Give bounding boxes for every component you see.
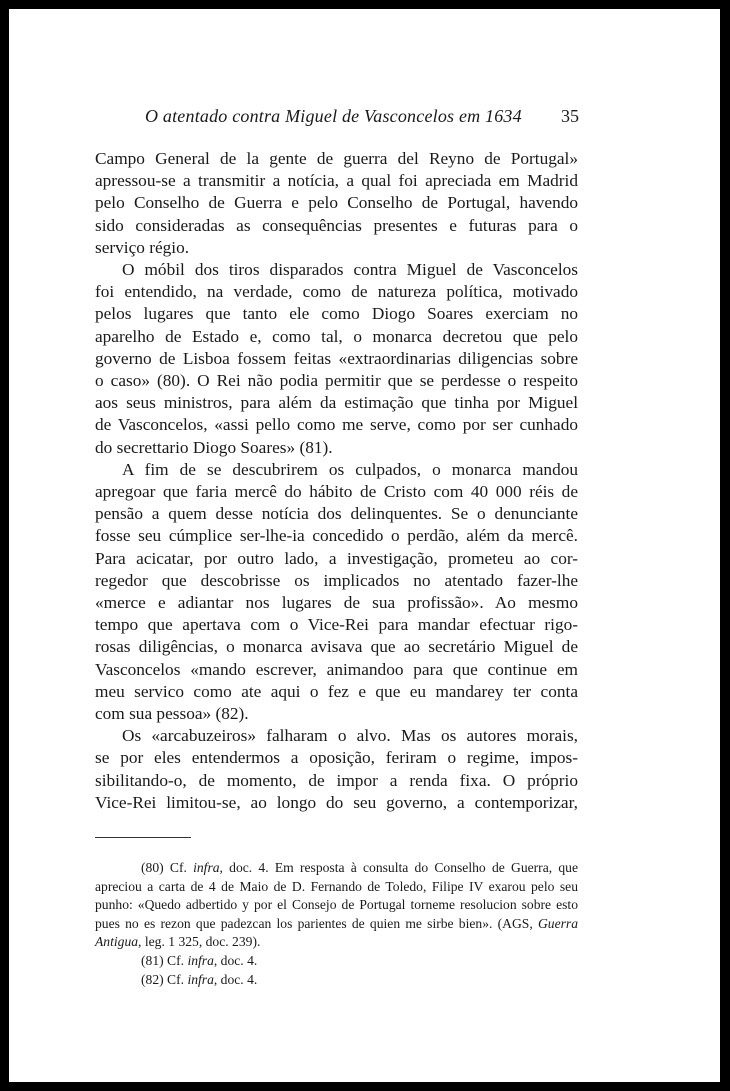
text-line: O móbil dos tiros disparados contra Miguel de Vasconcelos <box>122 260 578 280</box>
text-line: tempo que apertava com o Vice-Rei para mandar efectuar rigo- <box>95 615 578 635</box>
text-line: serviço régio. <box>95 237 190 257</box>
text-line: apressou-se a transmitir a notícia, a qual foi apreciada em Madrid <box>95 171 578 191</box>
text-line: aparelho de Estado e, como tal, o monarca decretou que pelo <box>95 326 578 346</box>
text-line: pelos lugares que tanto ele como Diogo Soares exerciam no <box>95 304 578 324</box>
text-line: foi entendido, na verdade, como de natureza política, motivado <box>95 282 578 302</box>
text-line: Para acicatar, por outro lado, a investigação, prometeu ao cor- <box>95 548 578 568</box>
text-line: se por eles entendermos a oposição, feriram o regime, impos- <box>95 748 578 768</box>
text-line: Os «arcabuzeiros» falharam o alvo. Mas os autores morais, <box>122 726 578 746</box>
text-line: rosas diligências, o monarca avisava que ao secretário Miguel de <box>95 637 578 657</box>
text-line: do secrettario Diogo Soares» (81). <box>95 437 333 457</box>
text-line: A fim de se descubrirem os culpados, o monarca mandou <box>122 459 578 479</box>
text-line: de Vasconcelos, «assi pello como me serve, como por ser cunhado <box>95 415 578 435</box>
footnotes <box>95 859 578 989</box>
body-text <box>95 148 578 814</box>
footnote-divider <box>95 837 191 838</box>
text-line: «merce e adiantar nos lugares de sua profissão». Ao mesmo <box>95 593 578 613</box>
text-line: aos seus ministros, para além da estimação que tinha por Miguel <box>95 393 578 413</box>
text-line: governo de Lisboa fossem feitas «extraordinarias diligencias sobre <box>95 348 578 368</box>
text-line: fosse seu cúmplice ser-lhe-ia concedido o perdão, além da mercê. <box>95 526 578 546</box>
text-line: meu servico como ate aqui o fez e que eu mandarey ter conta <box>95 681 578 701</box>
text-line: regedor que descobrisse os implicados no atentado fazer-lhe <box>95 570 578 590</box>
footnote-81: (81) Cf. infra, doc. 4. <box>141 952 258 968</box>
text-line: pensão a quem desse notícia dos delinquentes. Se o denunciante <box>95 504 578 524</box>
text-line: pelo Conselho de Guerra e pelo Conselho de Portugal, havendo <box>95 193 578 213</box>
text-line: Vasconcelos «mando escrever, animandoo para que continue em <box>95 659 578 679</box>
text-line: o caso» (80). O Rei não podia permitir que se perdesse o respeito <box>95 371 578 391</box>
page-number: 35 <box>561 106 579 126</box>
footnote-80: (80) Cf. infra, doc. 4. Em resposta à consulta do Conselho de Guerra, que apreciou a carta de 4 de Maio de D. Fernando de Toledo, Filipe IV exarou pelo seu punho: «Quedo adbertido y por el Consejo de Portugal torneme resolucion sobre esto pues no es rezon que padezcan los parientes de quien me sirbe bien». (AGS, Guerra Antigua, leg. 1 325, doc. 239). <box>95 860 578 950</box>
running-title: O atentado contra Miguel de Vasconcelos em 1634 <box>145 106 522 126</box>
page-header <box>145 106 579 130</box>
text-line: com sua pessoa» (82). <box>95 704 249 724</box>
text-line: sido consideradas as consequências presentes e futuras para o <box>95 215 578 235</box>
text-line: Vice-Rei limitou-se, ao longo do seu governo, a contemporizar, <box>95 792 578 812</box>
text-line: sibilitando-o, de momento, de impor a renda fixa. O próprio <box>95 770 578 790</box>
footnote-82: (82) Cf. infra, doc. 4. <box>141 971 258 987</box>
document-page <box>9 9 720 1082</box>
text-line: apregoar que faria mercê do hábito de Cristo com 40 000 réis de <box>95 482 578 502</box>
text-line: Campo General de la gente de guerra del Reyno de Portugal» <box>95 149 578 168</box>
